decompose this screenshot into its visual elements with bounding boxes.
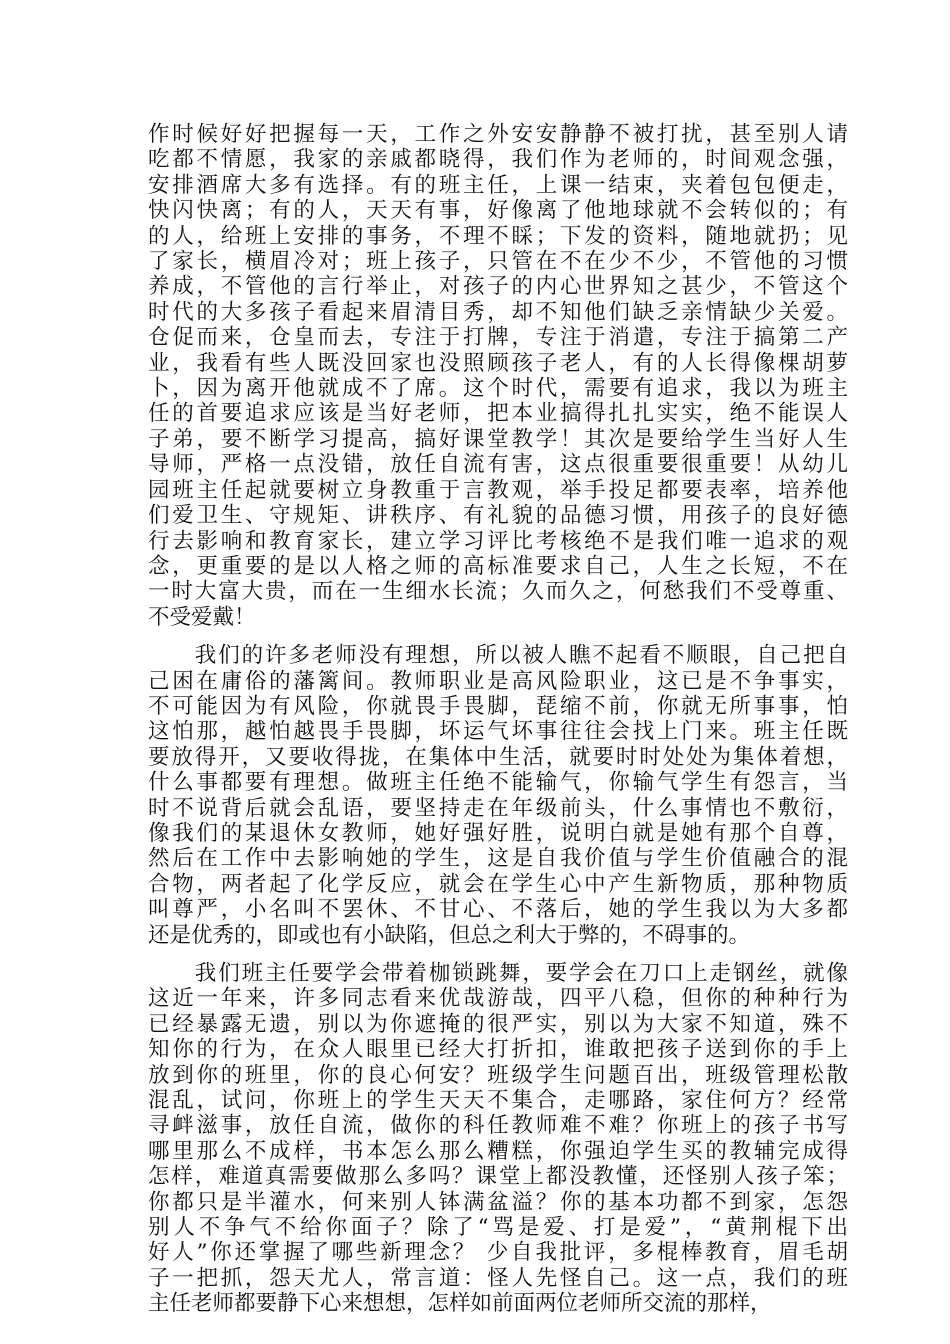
text-line: 别人不争气不给你面子？除了“骂是爱、打是爱”，“黄荆棍下出 (148, 1215, 848, 1241)
text-line: 这怕那，越怕越畏手畏脚，坏运气坏事往往会找上门来。班主任既 (148, 719, 848, 745)
paragraph (148, 961, 848, 1317)
text-line: 子弟，要不断学习提高，搞好课堂教学！其次是要给学生当好人生 (148, 426, 848, 452)
text-line: 作时候好好把握每一天，工作之外安安静静不被打扰，甚至别人请 (148, 122, 848, 147)
text-line: 混乱，试问，你班上的学生天天不集合，走哪路，家住何方？经常 (148, 1088, 848, 1114)
text-line: 已经暴露无遗，别以为你遮掩的很严实，别以为大家不知道，殊不 (148, 1011, 848, 1037)
text-line: 怎样，难道真需要做那么多吗？课堂上都没教懂，还怪别人孩子笨； (148, 1164, 848, 1190)
text-line: 任的首要追求应该是当好老师，把本业搞得扎扎实实，绝不能误人 (148, 401, 848, 427)
text-line: 子一把抓，怨天尤人，常言道：怪人先怪自己。这一点，我们的班 (148, 1265, 848, 1291)
text-line: 然后在工作中去影响她的学生，这是自我价值与学生价值融合的混 (148, 846, 848, 872)
text-line: 我们的许多老师没有理想，所以被人瞧不起看不顺眼，自己把自 (148, 643, 848, 669)
text-line: 行去影响和教育家长，建立学习评比考核绝不是我们唯一追求的观 (148, 528, 848, 554)
text-line: 园班主任起就要树立身教重于言教观，举手投足都要表率，培养他 (148, 477, 848, 503)
text-line: 好人”你还掌握了哪些新理念？ 少自我批评，多棍棒教育，眉毛胡 (148, 1240, 848, 1266)
text-line: 念，更重要的是以人格之师的高标准要求自己，人生之长短，不在 (148, 553, 848, 579)
text-line: 时代的大多孩子看起来眉清目秀，却不知他们缺乏亲情缺少关爱。 (148, 299, 848, 325)
text-line: 己困在庸俗的藩篱间。教师职业是高风险职业，这已是不争事实， (148, 668, 848, 694)
paragraph-gap (148, 948, 848, 961)
text-line: 这近一年来，许多同志看来优哉游哉，四平八稳，但你的种种行为 (148, 986, 848, 1012)
text-line: 哪里那么不成样，书本怎么那么糟糕，你强迫学生买的教辅完成得 (148, 1138, 848, 1164)
text-line: 仓促而来，仓皇而去，专注于打牌，专注于消遣，专注于搞第二产 (148, 325, 848, 351)
text-line: 主任老师都要静下心来想想，怎样如前面两位老师所交流的那样， (148, 1291, 772, 1317)
paragraph (148, 643, 848, 948)
text-line: 业，我看有些人既没回家也没照顾孩子老人，有的人长得像棵胡萝 (148, 350, 848, 376)
text-line: 不受爱戴！ (148, 604, 256, 630)
text-line: 养成，不管他的言行举止，对孩子的内心世界知之甚少，不管这个 (148, 274, 848, 300)
text-line: 时不说背后就会乱语，要坚持走在年级前头，什么事情也不敷衍， (148, 795, 848, 821)
text-line: 了家长，横眉冷对；班上孩子，只管在不在少不少，不管他的习惯 (148, 249, 848, 275)
text-line: 合物，两者起了化学反应，就会在学生心中产生新物质，那种物质 (148, 871, 848, 897)
text-line: 像我们的某退休女教师，她好强好胜，说明白就是她有那个自尊， (148, 820, 848, 846)
text-line: 吃都不情愿，我家的亲戚都晓得，我们作为老师的，时间观念强， (148, 147, 848, 173)
text-line: 你都只是半灌水，何来别人钵满盆溢？你的基本功都不到家，怎怨 (148, 1189, 848, 1215)
text-line: 们爱卫生、守规矩、讲秩序、有礼貌的品德习惯，用孩子的良好德 (148, 503, 848, 529)
text-line: 放到你的班里，你的良心何安？班级学生问题百出，班级管理松散 (148, 1062, 848, 1088)
text-line: 要放得开，又要收得拢，在集体中生活，就要时时处处为集体着想， (148, 744, 848, 770)
text-line: 叫尊严，小名叫不罢休、不甘心、不落后，她的学生我以为大多都 (148, 897, 848, 923)
text-line: 不可能因为有风险，你就畏手畏脚，琵缩不前，你就无所事事，怕 (148, 693, 848, 719)
text-line: 我们班主任要学会带着枷锁跳舞，要学会在刀口上走钢丝，就像 (148, 961, 848, 986)
document-body (148, 122, 848, 1317)
text-line: 还是优秀的，即或也有小缺陷，但总之利大于弊的，不碍事的。 (148, 922, 751, 948)
text-line: 一时大富大贵，而在一生细水长流；久而久之，何愁我们不受尊重、 (148, 579, 848, 605)
text-line: 寻衅滋事，放任自流，做你的科任教师难不难？你班上的孩子书写 (148, 1113, 848, 1139)
text-line: 安排酒席大多有选择。有的班主任，上课一结束，夹着包包便走， (148, 172, 848, 198)
text-line: 什么事都要有理想。做班主任绝不能输气，你输气学生有怨言，当 (148, 770, 848, 796)
paragraph-gap (148, 630, 848, 643)
text-line: 卜，因为离开他就成不了席。这个时代，需要有追求，我以为班主 (148, 376, 848, 402)
text-line: 导师，严格一点没错，放任自流有害，这点很重要很重要！从幼儿 (148, 452, 848, 478)
paragraph (148, 122, 848, 630)
text-line: 快闪快离；有的人，天天有事，好像离了他地球就不会转似的；有 (148, 198, 848, 224)
text-line: 的人，给班上安排的事务，不理不睬；下发的资料，随地就扔；见 (148, 223, 848, 249)
text-line: 知你的行为，在众人眼里已经大打折扣，谁敢把孩子送到你的手上 (148, 1037, 848, 1063)
